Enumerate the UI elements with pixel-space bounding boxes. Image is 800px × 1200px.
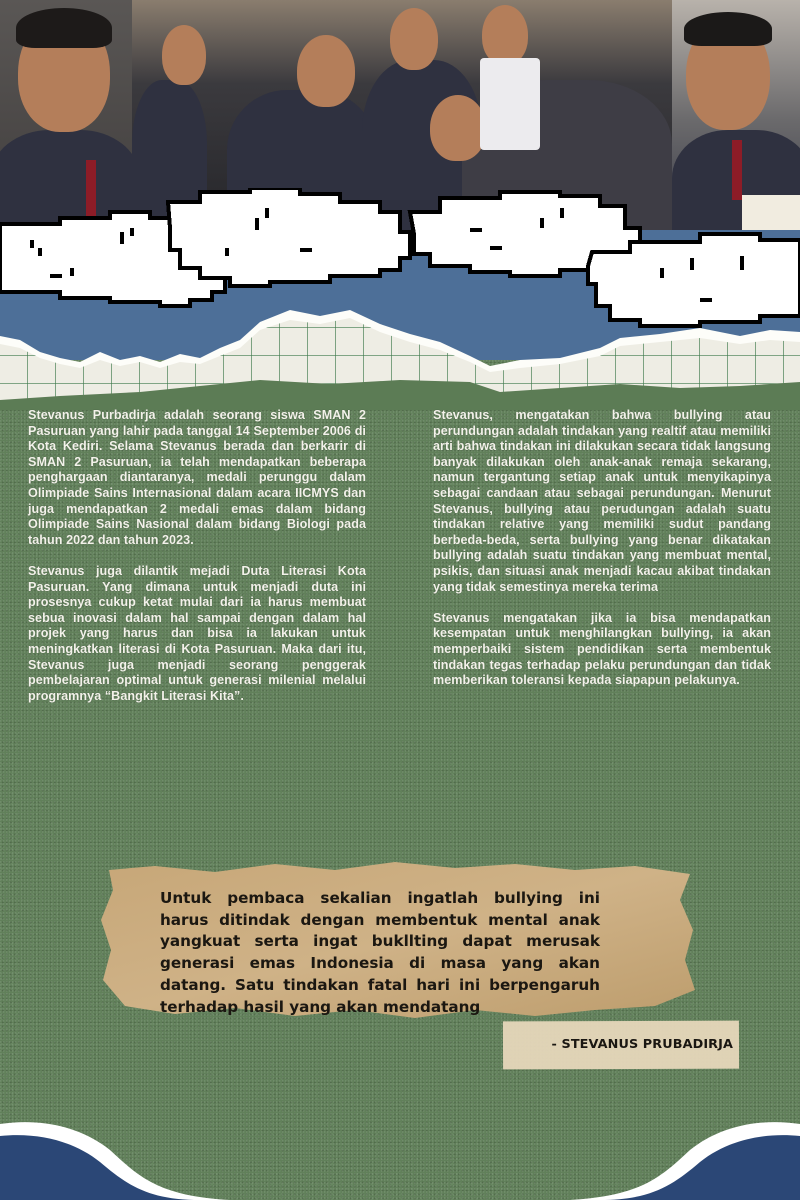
quote-text: Untuk pembaca sekalian ingatlah bullying ini harus ditindak dengan membentuk mental anak yangkuat serta ingat bukllting dapat merusak generasi emas Indonesia di masa yang akan datang. Satu tindakan fatal hari ini berpengaruh terhadap hasil yang akan mendatang — [160, 889, 600, 1016]
photo-alt — [0, 0, 19, 1]
photo-alt — [132, 0, 147, 1]
bullying-solution-paragraph: Stevanus mengatakan jika ia bisa mendapatkan kesempatan untuk menghilangkan bullying, ia akan memperbaiki sistem pendidikan serta membentuk tindakan tegas terhadap pelaku perundungan dan tidak memberikan toleransi kepada siapapun pelakunya. — [433, 610, 771, 688]
quote-attribution: - STEVANUS PRUBADIRJA — [551, 1037, 733, 1052]
article-right-column — [433, 408, 771, 704]
bio-paragraph: Stevanus Purbadirja adalah seorang siswa SMAN 2 Pasuruan yang lahir pada tanggal 14 September 2006 di Kota Kediri. Selama Stevanus berada dan berkarir di SMAN 2 Pasuruan, ia telah mendapatkan beberapa penghargaan diantaranya, medali perunggu dalam Olimpiade Sains Internasional dalam acara IICMYS dan juga mendapatkan 2 medali emas dalam bidang Olimpiade Sains Nasional dalam bidang Biologi pada tahun 2022 dan tahun 2023. — [28, 408, 366, 547]
literacy-ambassador-paragraph: Stevanus juga dilantik mejadi Duta Literasi Kota Pasuruan. Yang dimana untuk menjadi duta ini prosesnya cukup ketat mulai dari ia harus membuat sebua inovasi dalam hal sampai dengan dalam hal projek yang harus dan bisa ia lakukan untuk meningkatkan literasi di Kota Pasuruan. Maka dari itu, Stevanus juga menjadi seorang penggerak pembelajaran optimal untuk generasi milenial melalui programnya “Bangkit Literasi Kita”. — [28, 563, 366, 703]
photo-alt — [672, 0, 691, 1]
bottom-wave-decoration — [0, 1100, 800, 1200]
torn-grid-paper-decoration — [0, 300, 800, 410]
article-left-column — [28, 408, 366, 720]
bullying-opinion-paragraph: Stevanus, mengatakan bahwa bullying atau perundungan adalah tindakan yang realtif atau memiliki arti bahwa tindakan ini dilakukan secara tidak langsung banyak dilakukan oleh anak-anak remaja sekarang, namun tergantung setiap anak untuk menyikapinya sebagai candaan atau sebagai perundungan. Menurut Stevanus, bullying atau perudungan adalah suatu tindakan relative yang memiliki sudut pandang berbeda-beda, serta bullying yang benar dikatakan bullying adalah suatu tindakan yang membuat mental, psikis, dan situasi anak menjadi kacau akibat tindakan yang tidak semestinya mereka terima — [433, 408, 771, 594]
